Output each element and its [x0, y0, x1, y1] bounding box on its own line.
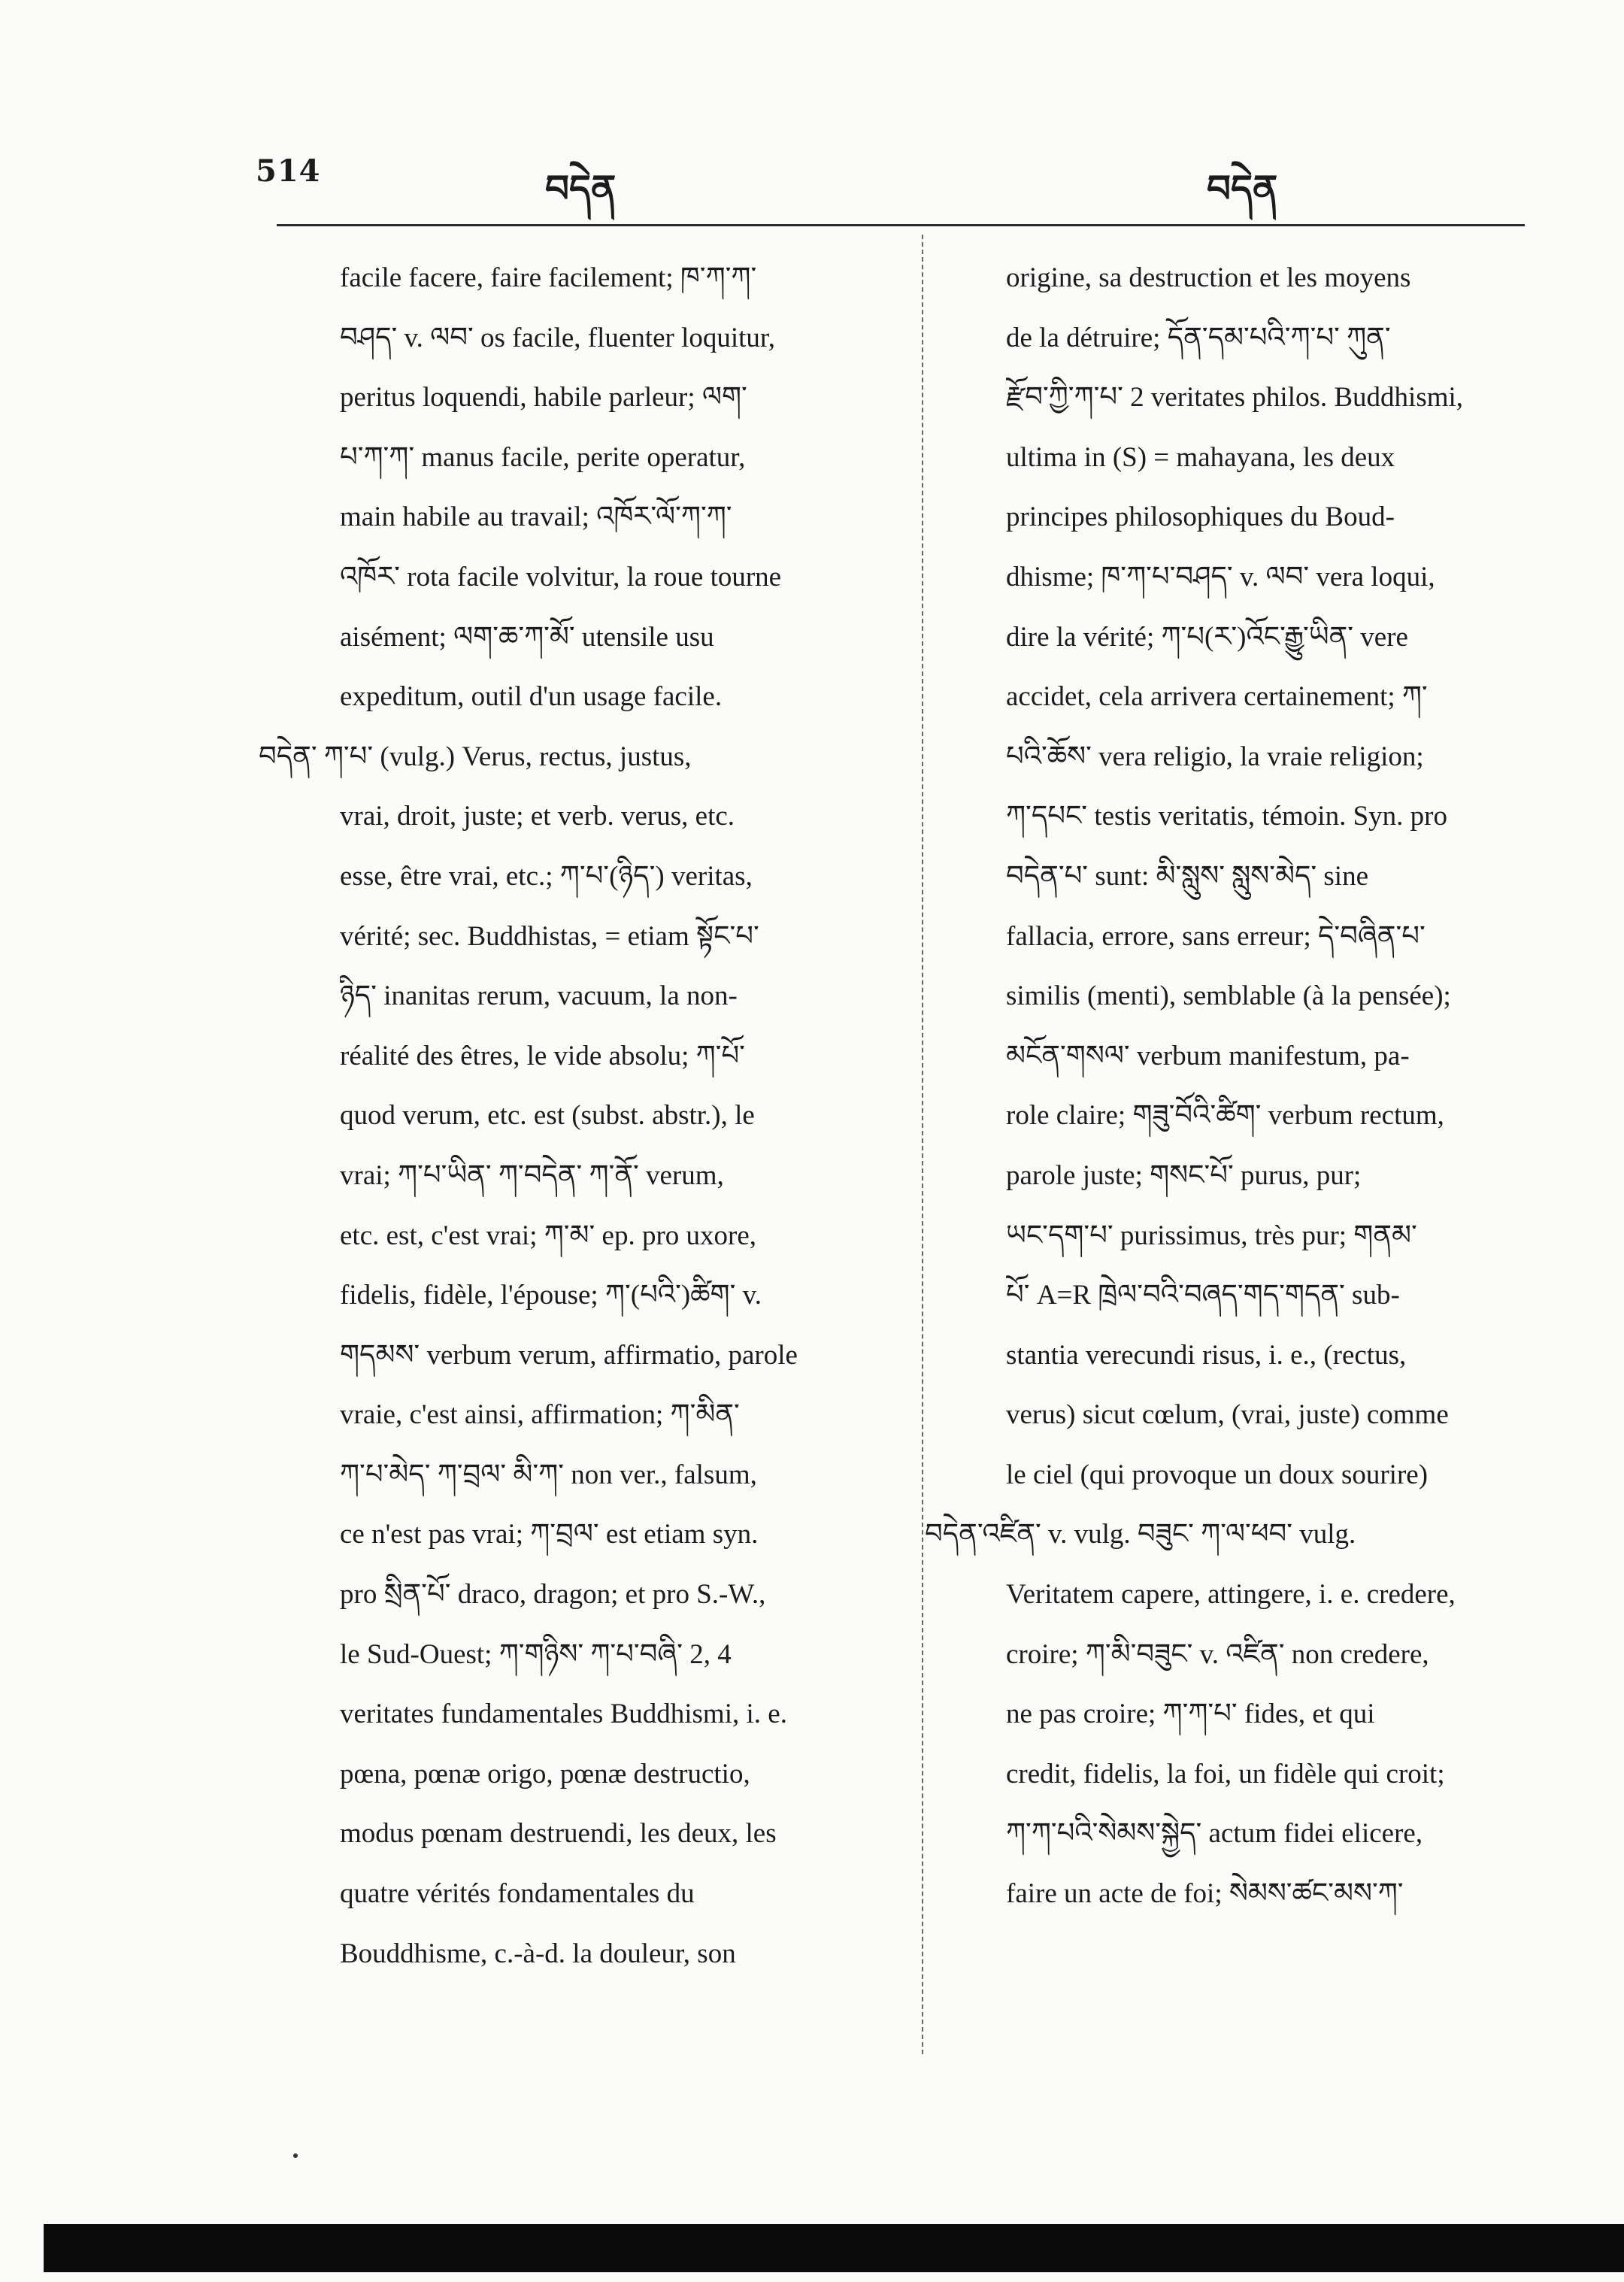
- text-line: པ་ཀ་ཀ་ manus facile, perite operatur,: [340, 441, 746, 473]
- text-line: ce n'est pas vrai; ཀ་བྲལ་ est etiam syn.: [340, 1519, 759, 1550]
- text-line: modus pœnam destruendi, les deux, les: [340, 1818, 777, 1850]
- text-line: རྫོབ་ཀྱི་ཀ་པ་ 2 veritates philos. Buddhismi,: [1006, 382, 1464, 414]
- text-line: quatre vérités fondamentales du: [340, 1878, 695, 1910]
- scan-bottom-bar: [44, 2224, 1624, 2272]
- text-line: ultima in (S) = mahayana, les deux: [1006, 441, 1395, 473]
- text-line: credit, fidelis, la foi, un fidèle qui croit;: [1006, 1758, 1445, 1790]
- text-line: ཀ་པ་མེད་ ཀ་བྲལ་ མི་ཀ་ non ver., falsum,: [340, 1459, 757, 1490]
- text-line: dhisme; ཁ་ཀ་པ་བཤད་ v. ལབ་ vera loqui,: [1006, 561, 1435, 592]
- text-line: བདེན་འཛིན་ v. vulg. བཟུང་ ཀ་ལ་ཕབ་ vulg.: [925, 1519, 1356, 1550]
- text-line: faire un acte de foi; སེམས་ཚང་མས་ཀ་: [1006, 1878, 1404, 1910]
- text-line: པོ་ A=R ཁྲེལ་བའི་བཞད་གད་གདན་ sub-: [1006, 1280, 1400, 1311]
- text-line: similis (menti), semblable (à la pensée);: [1006, 980, 1451, 1012]
- text-line: མངོན་གསལ་ verbum manifestum, pa-: [1006, 1040, 1410, 1071]
- running-head-left: བདེན: [545, 166, 617, 211]
- text-line: accidet, cela arrivera certainement; ཀ་: [1006, 681, 1428, 713]
- text-line: de la détruire; དོན་དམ་པའི་ཀ་པ་ ཀུན་: [1006, 322, 1391, 353]
- text-line: facile facere, faire facilement; ཁ་ཀ་ཀ་: [340, 262, 757, 293]
- text-line: croire; ཀ་མི་བཟུང་ v. འཛིན་ non credere,: [1006, 1638, 1429, 1670]
- text-line: vraie, c'est ainsi, affirmation; ཀ་མིན་: [340, 1399, 740, 1431]
- text-line: etc. est, c'est vrai; ཀ་མ་ ep. pro uxore,: [340, 1220, 757, 1251]
- text-line: Veritatem capere, attingere, i. e. credere,: [1006, 1579, 1456, 1611]
- text-line: main habile au travail; འཁོར་ལོ་ཀ་ཀ་: [340, 502, 732, 533]
- text-line: verus) sicut cœlum, (vrai, juste) comme: [1006, 1399, 1449, 1431]
- text-line: principes philosophiques du Boud-: [1006, 502, 1395, 533]
- text-line: réalité des êtres, le vide absolu; ཀ་པོ་: [340, 1040, 745, 1071]
- text-line: dire la vérité; ཀ་པ(ར་)འོང་རྒྱུ་ཡིན་ vere: [1006, 621, 1408, 653]
- text-line: བདེན་ ཀ་པ་ (vulg.) Verus, rectus, justus,: [259, 741, 692, 772]
- text-line: stantia verecundi risus, i. e., (rectus,: [1006, 1339, 1407, 1371]
- text-line: peritus loquendi, habile parleur; ལག་: [340, 382, 747, 414]
- page-number: 514: [256, 153, 321, 189]
- text-line: fallacia, errore, sans erreur; དེ་བཞིན་པ་: [1006, 920, 1426, 952]
- text-line: le Sud-Ouest; ཀ་གཉིས་ ཀ་པ་བཞི་ 2, 4: [340, 1638, 732, 1670]
- text-line: role claire; གཟུ་བོའི་ཚིག་ verbum rectum,: [1006, 1100, 1444, 1132]
- text-line: བདེན་པ་ sunt: མི་སླུས་ སླུས་མེད་ sine: [1006, 860, 1368, 892]
- header-rule: [277, 224, 1525, 226]
- text-line: parole juste; གསང་པོ་ purus, pur;: [1006, 1159, 1362, 1191]
- text-line: གདམས་ verbum verum, affirmatio, parole: [340, 1339, 798, 1371]
- text-line: པའི་ཆོས་ vera religio, la vraie religion;: [1006, 741, 1424, 772]
- text-line: ཉིད་ inanitas rerum, vacuum, la non-: [340, 980, 738, 1012]
- text-line: ཀ་དཔང་ testis veritatis, témoin. Syn. pro: [1006, 801, 1447, 832]
- text-line: le ciel (qui provoque un doux sourire): [1006, 1459, 1429, 1490]
- text-line: aisément; ལག་ཆ་ཀ་མོ་ utensile usu: [340, 621, 714, 653]
- left-column: [259, 248, 900, 1983]
- text-line: ཡང་དག་པ་ purissimus, très pur; གནམ་: [1006, 1220, 1417, 1251]
- text-line: pro སྲིན་པོ་ draco, dragon; et pro S.-W.,: [340, 1579, 766, 1611]
- text-line: expeditum, outil d'un usage facile.: [340, 681, 723, 713]
- text-line: ཀ་ཀ་པའི་སེམས་སྐྱེད་ actum fidei elicere,: [1006, 1818, 1423, 1850]
- text-line: fidelis, fidèle, l'épouse; ཀ་(པའི་)ཚིག་ v.: [340, 1280, 762, 1311]
- column-divider: [922, 235, 923, 2054]
- text-line: འཁོར་ rota facile volvitur, la roue tourne: [340, 561, 782, 592]
- running-head-right: བདེན: [1207, 166, 1278, 211]
- text-line: ne pas croire; ཀ་ཀ་པ་ fides, et qui: [1006, 1699, 1375, 1730]
- text-line: origine, sa destruction et les moyens: [1006, 262, 1411, 293]
- text-line: esse, être vrai, etc.; ཀ་པ་(ཉིད་) veritas,: [340, 860, 753, 892]
- text-line: vrai, droit, juste; et verb. verus, etc.: [340, 801, 735, 832]
- text-line: Bouddhisme, c.-à-d. la douleur, son: [340, 1938, 736, 1969]
- text-line: quod verum, etc. est (subst. abstr.), le: [340, 1100, 755, 1132]
- text-line: vérité; sec. Buddhistas, = etiam སྟོང་པ་: [340, 920, 759, 952]
- text-line: veritates fundamentales Buddhismi, i. e.: [340, 1699, 787, 1730]
- scan-speck: [293, 2153, 298, 2158]
- text-line: vrai; ཀ་པ་ཡིན་ ཀ་བདེན་ ཀ་ནོ་ verum,: [340, 1159, 724, 1191]
- text-line: བཤད་ v. ལབ་ os facile, fluenter loquitur,: [340, 322, 776, 353]
- text-line: pœna, pœnæ origo, pœnæ destructio,: [340, 1758, 750, 1790]
- right-column: [925, 248, 1549, 1924]
